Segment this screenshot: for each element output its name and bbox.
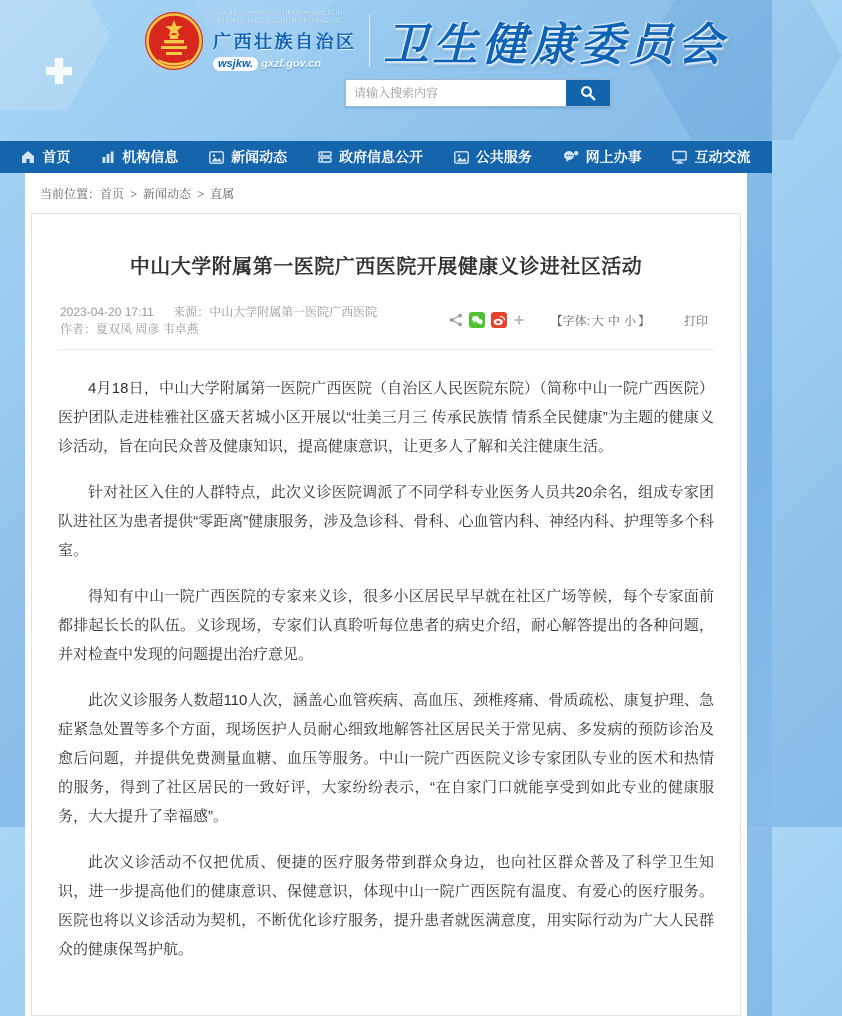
monitor-icon bbox=[672, 150, 687, 164]
article-paragraph: 此次义诊活动不仅把优质、便捷的医疗服务带到群众身边，也向社区群众普及了科学卫生知识，进一步提高他们的健康意识、保健意识，体现中山一院广西医院有温度、有爱心的医疗服务。医院也将以义诊活动为契机，不断优化诊疗服务，提升患者就医满意度，用实际行动为广大人民群众的健康保驾护航。 bbox=[58, 854, 714, 958]
print-button[interactable]: 打印 bbox=[683, 313, 708, 328]
nav-item-interaction[interactable]: 互动交流 bbox=[664, 141, 758, 173]
server-icon bbox=[318, 150, 332, 164]
nav-item-org-info[interactable]: 机构信息 bbox=[93, 141, 186, 173]
home-icon bbox=[21, 150, 35, 164]
nav-item-news[interactable]: 新闻动态 bbox=[201, 141, 295, 173]
search-icon bbox=[580, 85, 596, 101]
page-content-area bbox=[25, 173, 747, 1016]
breadcrumb-separator: > bbox=[130, 187, 138, 201]
nav-item-public-service[interactable]: 公共服务 bbox=[446, 141, 540, 173]
search-button[interactable] bbox=[566, 80, 610, 106]
article-body bbox=[58, 350, 714, 964]
nav-item-home[interactable]: 首页 bbox=[13, 141, 78, 173]
meta-right bbox=[449, 312, 712, 329]
nav-item-gov-info[interactable]: 政府信息公开 bbox=[310, 141, 431, 173]
article-meta bbox=[58, 303, 714, 350]
main-navigation bbox=[0, 141, 772, 173]
breadcrumb-separator: > bbox=[197, 187, 205, 201]
meta-left bbox=[60, 303, 449, 337]
wechat-icon[interactable] bbox=[469, 312, 485, 328]
article-card bbox=[31, 213, 741, 1016]
picture-icon bbox=[454, 151, 469, 164]
font-size-option[interactable]: 大 bbox=[591, 313, 604, 328]
brand-text bbox=[213, 10, 357, 71]
search-bar bbox=[345, 79, 611, 107]
zhuang-script-line2: VEISWNGH GENGANGH VEIYENZVEI bbox=[213, 18, 343, 25]
search-input[interactable] bbox=[346, 80, 566, 106]
domain-rest: gxzf.gov.cn bbox=[261, 58, 321, 70]
breadcrumb-link[interactable]: 新闻动态 bbox=[143, 187, 192, 201]
domain-badge: wsjkw. bbox=[213, 57, 258, 71]
breadcrumb bbox=[25, 174, 747, 211]
article-date: 2023-04-20 17:11 bbox=[60, 305, 154, 319]
weibo-icon[interactable] bbox=[491, 312, 507, 328]
breadcrumb-prefix: 当前位置： bbox=[40, 187, 101, 201]
chat-bubbles-icon bbox=[563, 150, 579, 164]
font-size-suffix: 】 bbox=[637, 313, 650, 328]
region-name: 广西壮族自治区 bbox=[213, 32, 357, 52]
page-title: 中山大学附属第一医院广西医院开展健康义诊进社区活动 bbox=[129, 256, 643, 278]
article-author: 作者：夏双凤 周彦 韦卓燕 bbox=[60, 322, 199, 336]
national-emblem-icon bbox=[144, 11, 204, 71]
brand-divider bbox=[369, 15, 370, 67]
article-source: 来源：中山大学附属第一医院广西医院 bbox=[173, 305, 378, 319]
bar-chart-icon bbox=[101, 150, 115, 164]
nav-item-online-service[interactable]: 网上办事 bbox=[555, 141, 650, 173]
article-paragraph: 4月18日，中山大学附属第一医院广西医院（自治区人民医院东院）（简称中山一院广西医院）医护团队走进桂雅社区盛天茗城小区开展以“壮美三月三 传承民族情 情系全民健康”为主题的健康义诊活动，旨在向民众普及健康知识，提高健康意识，让更多人了解和关注健康生活。 bbox=[58, 380, 714, 455]
breadcrumb-link[interactable]: 首页 bbox=[100, 187, 125, 201]
plus-icon[interactable] bbox=[513, 314, 525, 326]
site-title: 卫生健康委员会 bbox=[383, 19, 727, 70]
article-paragraph: 针对社区入住的人群特点，此次义诊医院调派了不同学科专业医务人员共20余名，组成专家团队进社区为患者提供“零距离”健康服务，涉及急诊科、骨科、心血管内科、神经内科、护理等多个科室。 bbox=[58, 484, 714, 559]
font-size-option[interactable]: 小 bbox=[623, 313, 636, 328]
zhuang-script-line1: GVANGJSIH BOUXCUENGH SWCIGIH bbox=[213, 10, 343, 17]
font-size-prefix: 【字体: bbox=[550, 313, 590, 328]
share-icon[interactable] bbox=[449, 313, 463, 327]
hexagon-decoration bbox=[0, 0, 110, 110]
site-brand[interactable] bbox=[144, 8, 727, 73]
site-header bbox=[0, 0, 772, 141]
picture-icon bbox=[209, 151, 224, 164]
article-paragraph: 此次义诊服务人数超110人次，涵盖心血管疾病、高血压、颈椎疼痛、骨质疏松、康复护理、急症紧急处置等多个方面，现场医护人员耐心细致地解答社区居民关于常见病、多发病的预防诊治及愈后问题，并提供免费测量血糖、血压等服务。中山一院广西医院义诊专家团队专业的医术和热情的服务，得到了社区居民的一致好评，大家纷纷表示，“在自家门口就能享受到如此专业的健康服务，大大提升了幸福感”。 bbox=[58, 692, 714, 825]
share-toolbar bbox=[449, 312, 525, 328]
font-size-option[interactable]: 中 bbox=[607, 313, 620, 328]
site-domain bbox=[213, 57, 357, 71]
font-size-control bbox=[551, 312, 650, 329]
article-paragraph: 得知有中山一院广西医院的专家来义诊，很多小区居民早早就在社区广场等候，每个专家面前都排起长长的队伍。义诊现场，专家们认真聆听每位患者的病史介绍，耐心解答提出的各种问题，并对检查中发现的问题提出治疗意见。 bbox=[58, 588, 714, 663]
breadcrumb-link[interactable]: 直属 bbox=[210, 187, 235, 201]
